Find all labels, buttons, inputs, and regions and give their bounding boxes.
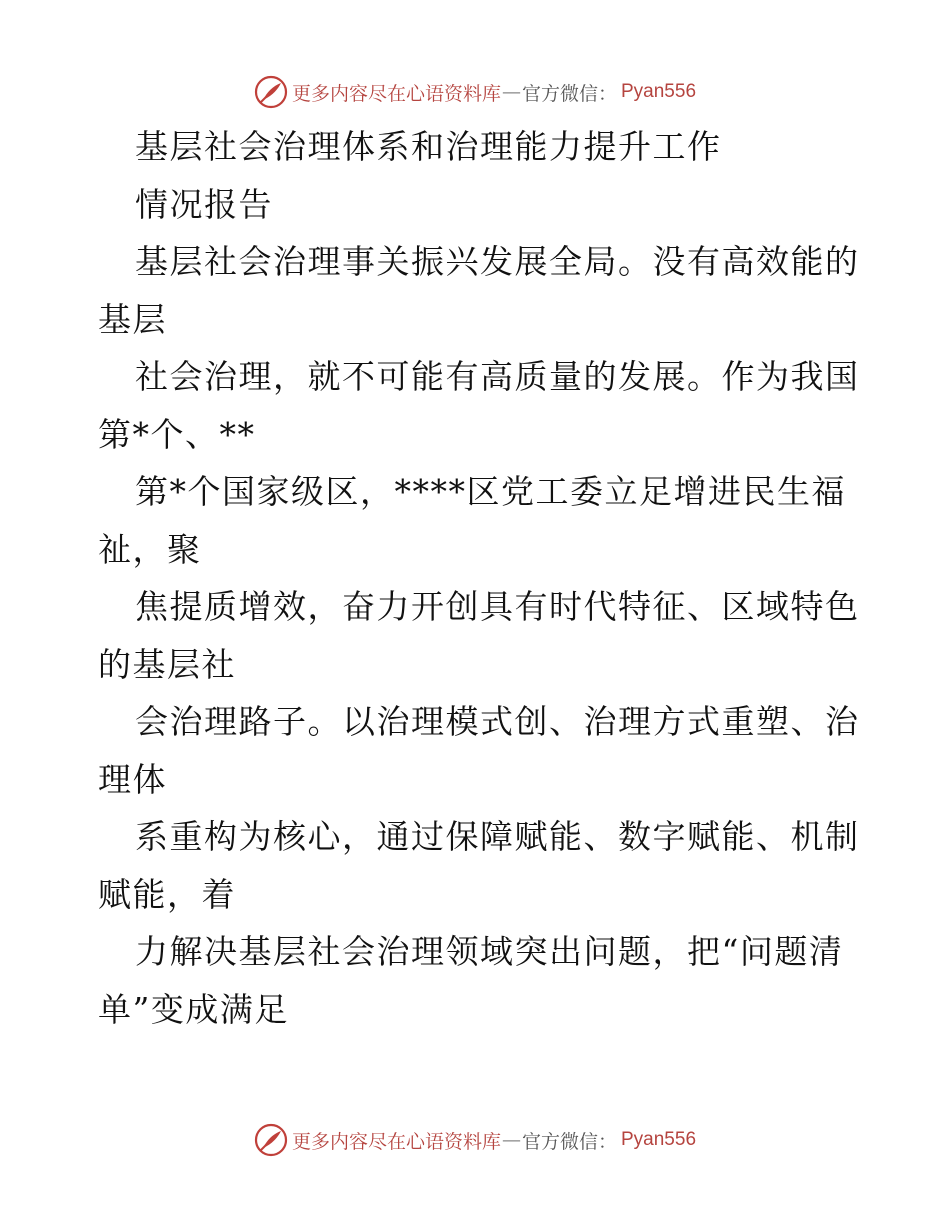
doc-line: 单”变成满足: [98, 989, 289, 1029]
quill-logo-icon: [254, 1123, 288, 1157]
doc-line: 的基层社: [98, 644, 236, 684]
watermark-label: 官方微信：: [521, 1130, 617, 1153]
watermark-id: Pyan556: [621, 81, 697, 102]
doc-line: 力解决基层社会治理领域突出问题，把“问题清: [135, 932, 844, 971]
doc-line: 系重构为核心，通过保障赋能、数字赋能、机制: [135, 817, 860, 856]
doc-line: 第*个、**: [98, 414, 256, 454]
watermark-text: 更多内容尽在心语资料库: [291, 82, 501, 105]
watermark-id: Pyan556: [621, 1129, 697, 1150]
doc-line: 社会治理，就不可能有高质量的发展。作为我国: [135, 357, 860, 396]
doc-line: 情况报告: [135, 184, 273, 224]
document-body: [98, 118, 858, 1038]
doc-line: 会治理路子。以治理模式创、治理方式重塑、治: [135, 702, 860, 741]
doc-line: 赋能，着: [98, 874, 236, 914]
watermark-label: 官方微信：: [521, 82, 617, 105]
watermark-dash: —: [501, 1129, 521, 1151]
watermark-dash: —: [501, 81, 521, 103]
doc-line: 祉，聚: [98, 529, 202, 569]
footer-watermark: [0, 1120, 950, 1160]
doc-line: 基层: [98, 299, 167, 339]
doc-line: 理体: [98, 759, 167, 799]
header-watermark: [0, 72, 950, 112]
doc-line: 基层社会治理事关振兴发展全局。没有高效能的: [135, 242, 860, 281]
doc-line: 第*个国家级区，****区党工委立足增进民生福: [135, 472, 846, 511]
doc-line: 基层社会治理体系和治理能力提升工作: [135, 127, 722, 166]
doc-line: 焦提质增效，奋力开创具有时代特征、区域特色: [135, 587, 860, 626]
quill-logo-icon: [254, 75, 288, 109]
watermark-text: 更多内容尽在心语资料库: [291, 1130, 501, 1153]
